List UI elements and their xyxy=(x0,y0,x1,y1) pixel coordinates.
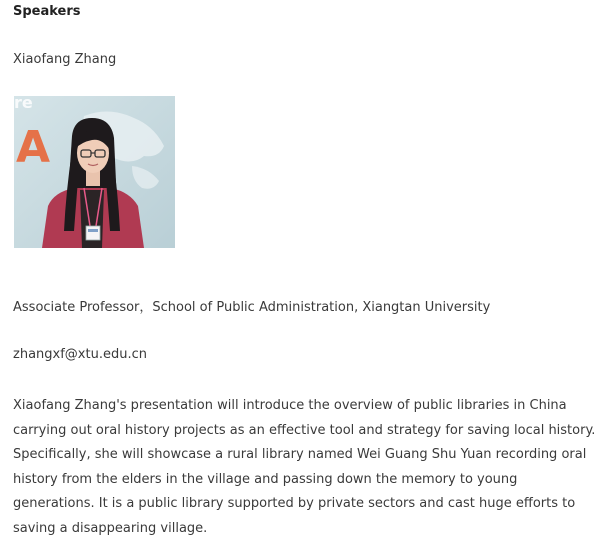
svg-text:A: A xyxy=(16,122,51,173)
speaker-photo xyxy=(14,96,175,248)
section-heading: Speakers xyxy=(13,4,81,19)
speaker-portrait-icon xyxy=(14,96,175,248)
speaker-title: Associate Professor，School of Public Administration, Xiangtan University xyxy=(13,300,491,315)
speaker-name: Xiaofang Zhang xyxy=(13,52,117,67)
svg-text:re: re xyxy=(14,96,33,112)
speaker-email: zhangxf@xtu.edu.cn xyxy=(13,347,147,362)
speaker-bio: Xiaofang Zhang's presentation will introduce the overview of public libraries in China carrying out oral history projects as an effective tool and strategy for saving local history. Specifically, she will showcase a rural library named Wei Guang Shu Yuan recording oral history from the elders in the village and passing down the memory to young generations. It is a public library supported by private sectors and cast huge efforts to saving a disappearing village. xyxy=(13,398,596,536)
